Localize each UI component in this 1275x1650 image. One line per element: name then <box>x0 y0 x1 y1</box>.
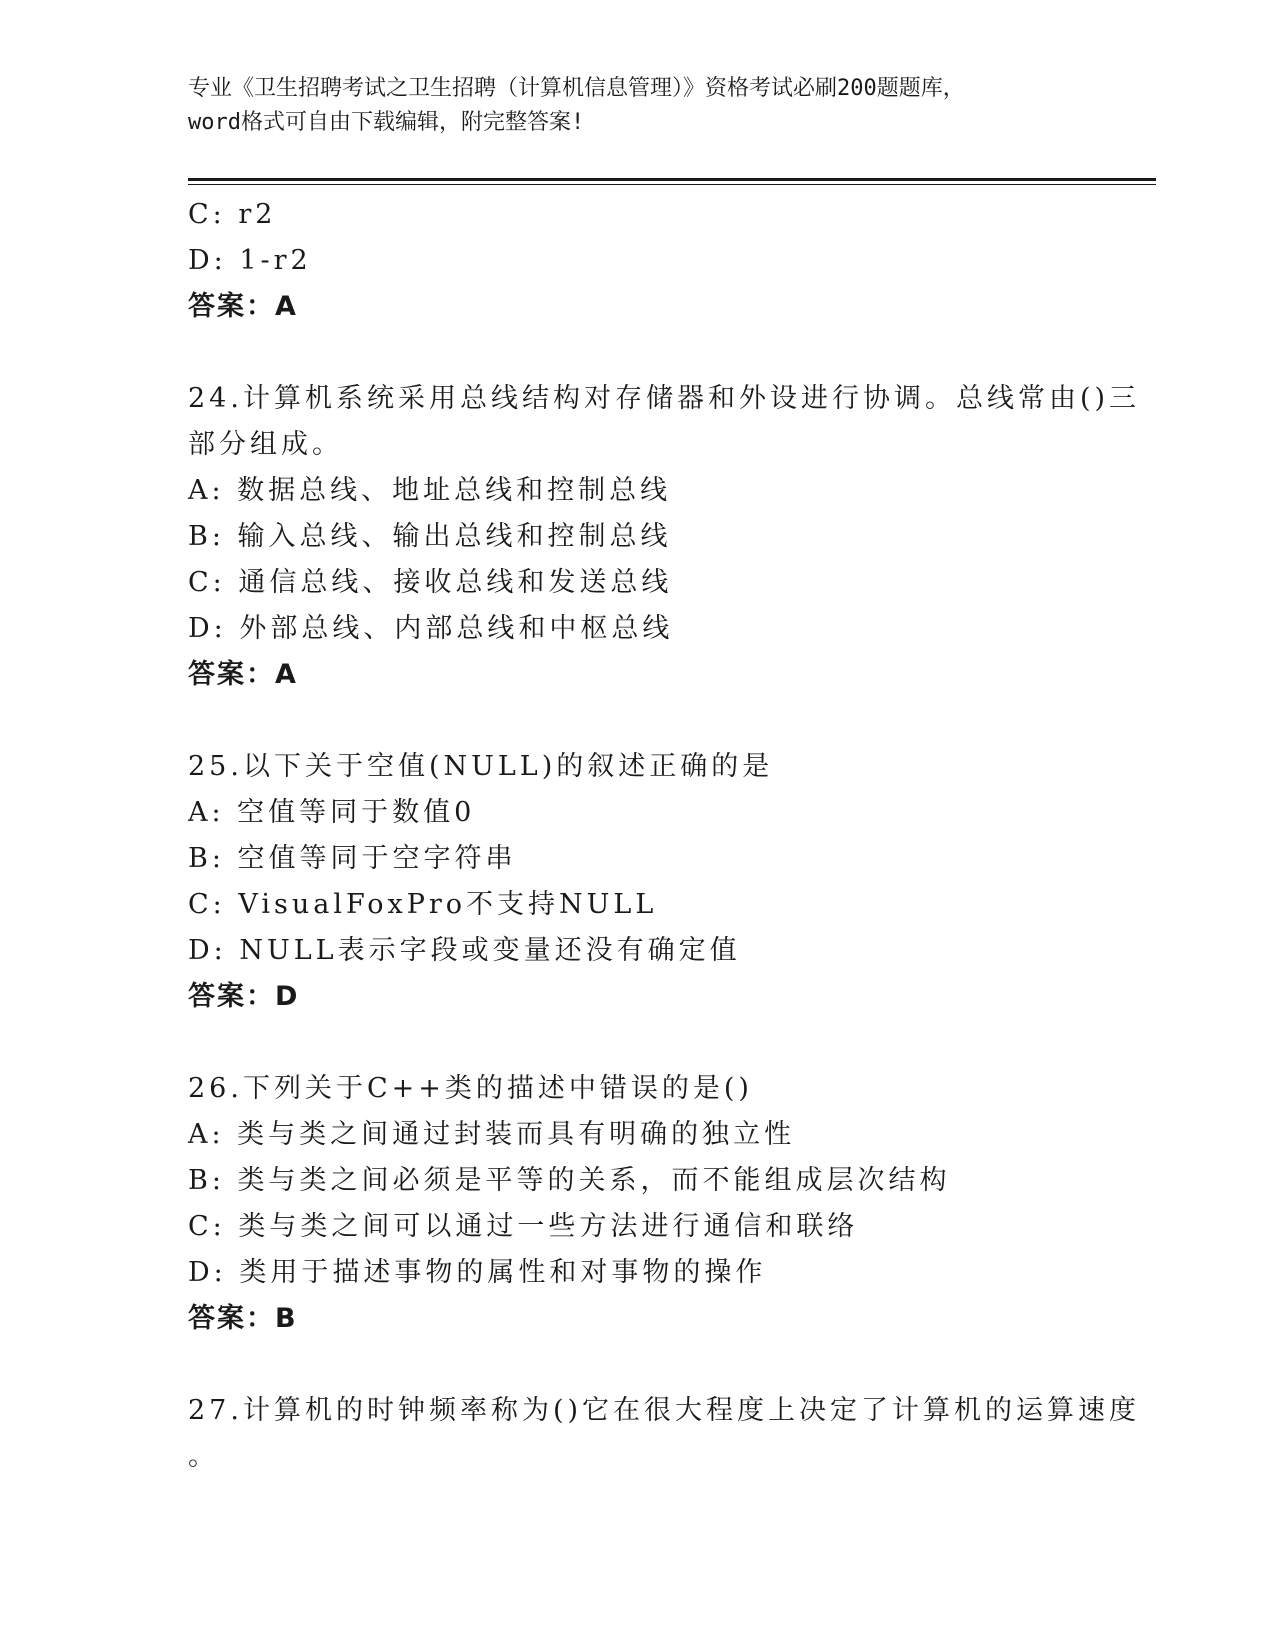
option-d: D: 外部总线、内部总线和中枢总线 <box>188 613 674 644</box>
question-24 <box>188 376 1148 698</box>
question-stem-continued: 。 <box>188 1441 219 1472</box>
question-25 <box>188 744 1148 1020</box>
option-a: A: 空值等同于数值0 <box>188 797 476 828</box>
option-d: D: 1-r2 <box>188 245 312 276</box>
document-header <box>188 72 1088 140</box>
option-d: D: NULL表示字段或变量还没有确定值 <box>188 935 741 966</box>
answer-label: 答案：A <box>188 291 298 322</box>
option-c: C: 通信总线、接收总线和发送总线 <box>188 567 673 598</box>
answer-label: 答案：D <box>188 981 300 1012</box>
header-divider-thick <box>188 178 1156 181</box>
spacer <box>188 1342 1148 1388</box>
option-b: B: 类与类之间必须是平等的关系，而不能组成层次结构 <box>188 1165 951 1196</box>
option-b: B: 输入总线、输出总线和控制总线 <box>188 521 672 552</box>
answer-label: 答案：B <box>188 1303 298 1334</box>
option-c: C: VisualFoxPro不支持NULL <box>188 889 658 920</box>
question-stem: 25.以下关于空值(NULL)的叙述正确的是 <box>188 751 774 782</box>
option-c: C: r2 <box>188 199 277 230</box>
header-title-line2: word格式可自由下载编辑，附完整答案! <box>188 110 585 135</box>
spacer <box>188 330 1148 376</box>
option-b: B: 空值等同于空字符串 <box>188 843 517 874</box>
document-body <box>188 192 1148 1480</box>
option-a: A: 数据总线、地址总线和控制总线 <box>188 475 672 506</box>
header-title-line1: 专业《卫生招聘考试之卫生招聘（计算机信息管理）》资格考试必刷200题题库， <box>188 76 965 101</box>
question-26 <box>188 1066 1148 1342</box>
option-d: D: 类用于描述事物的属性和对事物的操作 <box>188 1257 767 1288</box>
question-stem: 26.下列关于C++类的描述中错误的是() <box>188 1073 753 1104</box>
header-divider-thin <box>188 184 1156 185</box>
option-a: A: 类与类之间通过封装而具有明确的独立性 <box>188 1119 796 1150</box>
question-stem: 24.计算机系统采用总线结构对存储器和外设进行协调。总线常由()三 <box>188 383 1141 414</box>
question-stem-continued: 部分组成。 <box>188 429 343 460</box>
question-27 <box>188 1388 1148 1480</box>
question-stem: 27.计算机的时钟频率称为()它在很大程度上决定了计算机的运算速度 <box>188 1395 1141 1426</box>
spacer <box>188 698 1148 744</box>
answer-label: 答案：A <box>188 659 298 690</box>
spacer <box>188 1020 1148 1066</box>
option-c: C: 类与类之间可以通过一些方法进行通信和联络 <box>188 1211 859 1242</box>
question-23-continued <box>188 192 1148 330</box>
